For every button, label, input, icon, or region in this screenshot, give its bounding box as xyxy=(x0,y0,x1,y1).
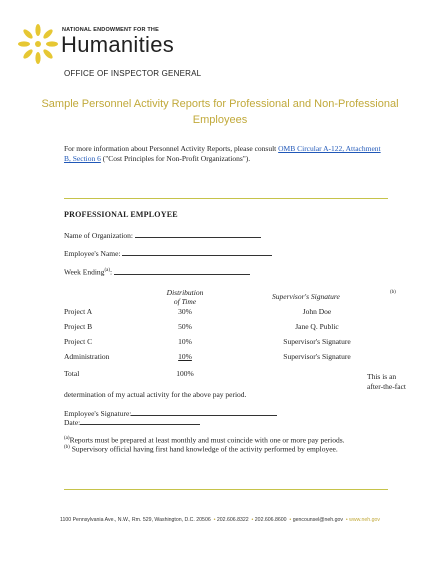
title-line-1: Sample Personnel Activity Reports for Professional and Non-Professional xyxy=(41,98,399,110)
org-line[interactable] xyxy=(135,230,261,238)
logo-top-text: NATIONAL ENDOWMENT FOR THE xyxy=(62,27,159,33)
date-field xyxy=(64,417,200,428)
neh-logo-icon xyxy=(18,24,58,64)
row-name: Administration xyxy=(64,352,110,361)
employee-label: Employee's Name: xyxy=(64,249,121,258)
week-footnote-mark: (a) xyxy=(104,268,110,273)
date-line[interactable] xyxy=(80,417,200,425)
employee-signature-label: Employee's Signature: xyxy=(64,409,132,418)
footnote-b-mark: (b) xyxy=(64,445,70,450)
divider-bottom xyxy=(64,489,388,490)
employee-signature-line[interactable] xyxy=(131,408,277,416)
row-name: Project C xyxy=(64,337,93,346)
date-label: Date: xyxy=(64,418,81,427)
title-line-2: Employees xyxy=(192,114,248,126)
row-pct: 50% xyxy=(178,322,192,331)
footer-phone: 202.606.8322 xyxy=(216,517,249,523)
note-line-1: This is an xyxy=(367,372,397,381)
row-pct: 30% xyxy=(178,307,192,316)
footer-website[interactable]: www.neh.gov xyxy=(349,517,380,523)
row-sig: Supervisor's Signature xyxy=(283,352,351,361)
week-label: Week Ending xyxy=(64,267,105,277)
employee-line[interactable] xyxy=(122,248,272,256)
distribution-header xyxy=(160,288,210,306)
supervisor-signature-header: Supervisor's Signature xyxy=(272,292,340,301)
intro-paragraph xyxy=(64,144,394,164)
footnote-b-text: Supervisory official having first hand knowledge of the activity performed by employee. xyxy=(69,444,338,454)
total-label: Total xyxy=(64,369,80,378)
footer-email[interactable]: gencounsel@neh.gov xyxy=(292,517,343,523)
week-field xyxy=(64,266,250,278)
intro-text-1: For more information about Personnel Activity Reports, please consult xyxy=(64,144,279,153)
row-pct: 10% xyxy=(178,337,192,346)
week-line[interactable] xyxy=(114,267,250,275)
bullet-icon: • xyxy=(289,517,292,523)
office-title: OFFICE OF INSPECTOR GENERAL xyxy=(64,69,202,78)
distribution-header-1: Distribution xyxy=(166,288,204,297)
row-sig: Jane Q. Public xyxy=(295,322,339,331)
footnote-a-mark: (a) xyxy=(64,436,70,441)
footnote-b xyxy=(64,443,404,455)
omb-circular-link[interactable]: OMB Circular A-122, Attachment xyxy=(278,144,381,153)
bullet-icon: • xyxy=(213,517,216,523)
row-sig: John Doe xyxy=(302,307,332,316)
determination-text: determination of my actual activity for the above pay period. xyxy=(64,390,247,399)
total-pct: 100% xyxy=(176,369,194,378)
distribution-header-2: of Time xyxy=(173,297,197,306)
section-heading: PROFESSIONAL EMPLOYEE xyxy=(64,210,178,219)
row-name: Project A xyxy=(64,307,93,316)
logo-main-text: Humanities xyxy=(61,32,175,57)
omb-section-link[interactable]: B, Section 6 xyxy=(64,154,101,163)
footnote-a-text: Reports must be prepared at least monthly and must coincide with one or more pay periods. xyxy=(69,435,345,445)
org-label: Name of Organization: xyxy=(64,231,134,240)
bullet-icon: • xyxy=(345,517,348,523)
bullet-icon: • xyxy=(251,517,254,523)
employee-field xyxy=(64,248,272,259)
supervisor-footnote-mark: (b) xyxy=(390,290,396,295)
row-sig: Supervisor's Signature xyxy=(283,337,351,346)
page-title xyxy=(40,96,400,128)
footer-fax: 202.606.8600 xyxy=(254,517,287,523)
row-pct: 10% xyxy=(178,352,192,361)
intro-text-2: ("Cost Principles for Non-Profit Organizations"). xyxy=(100,154,251,163)
org-field xyxy=(64,230,261,241)
row-name: Project B xyxy=(64,322,93,331)
week-colon: : xyxy=(110,267,113,277)
note-line-2: after-the-fact xyxy=(367,382,406,391)
footer-address: 1100 Pennsylvania Ave., N.W., Rm. 529, Washington, D.C. 20506 xyxy=(60,517,211,523)
divider-top xyxy=(64,198,388,199)
footer xyxy=(0,517,440,523)
